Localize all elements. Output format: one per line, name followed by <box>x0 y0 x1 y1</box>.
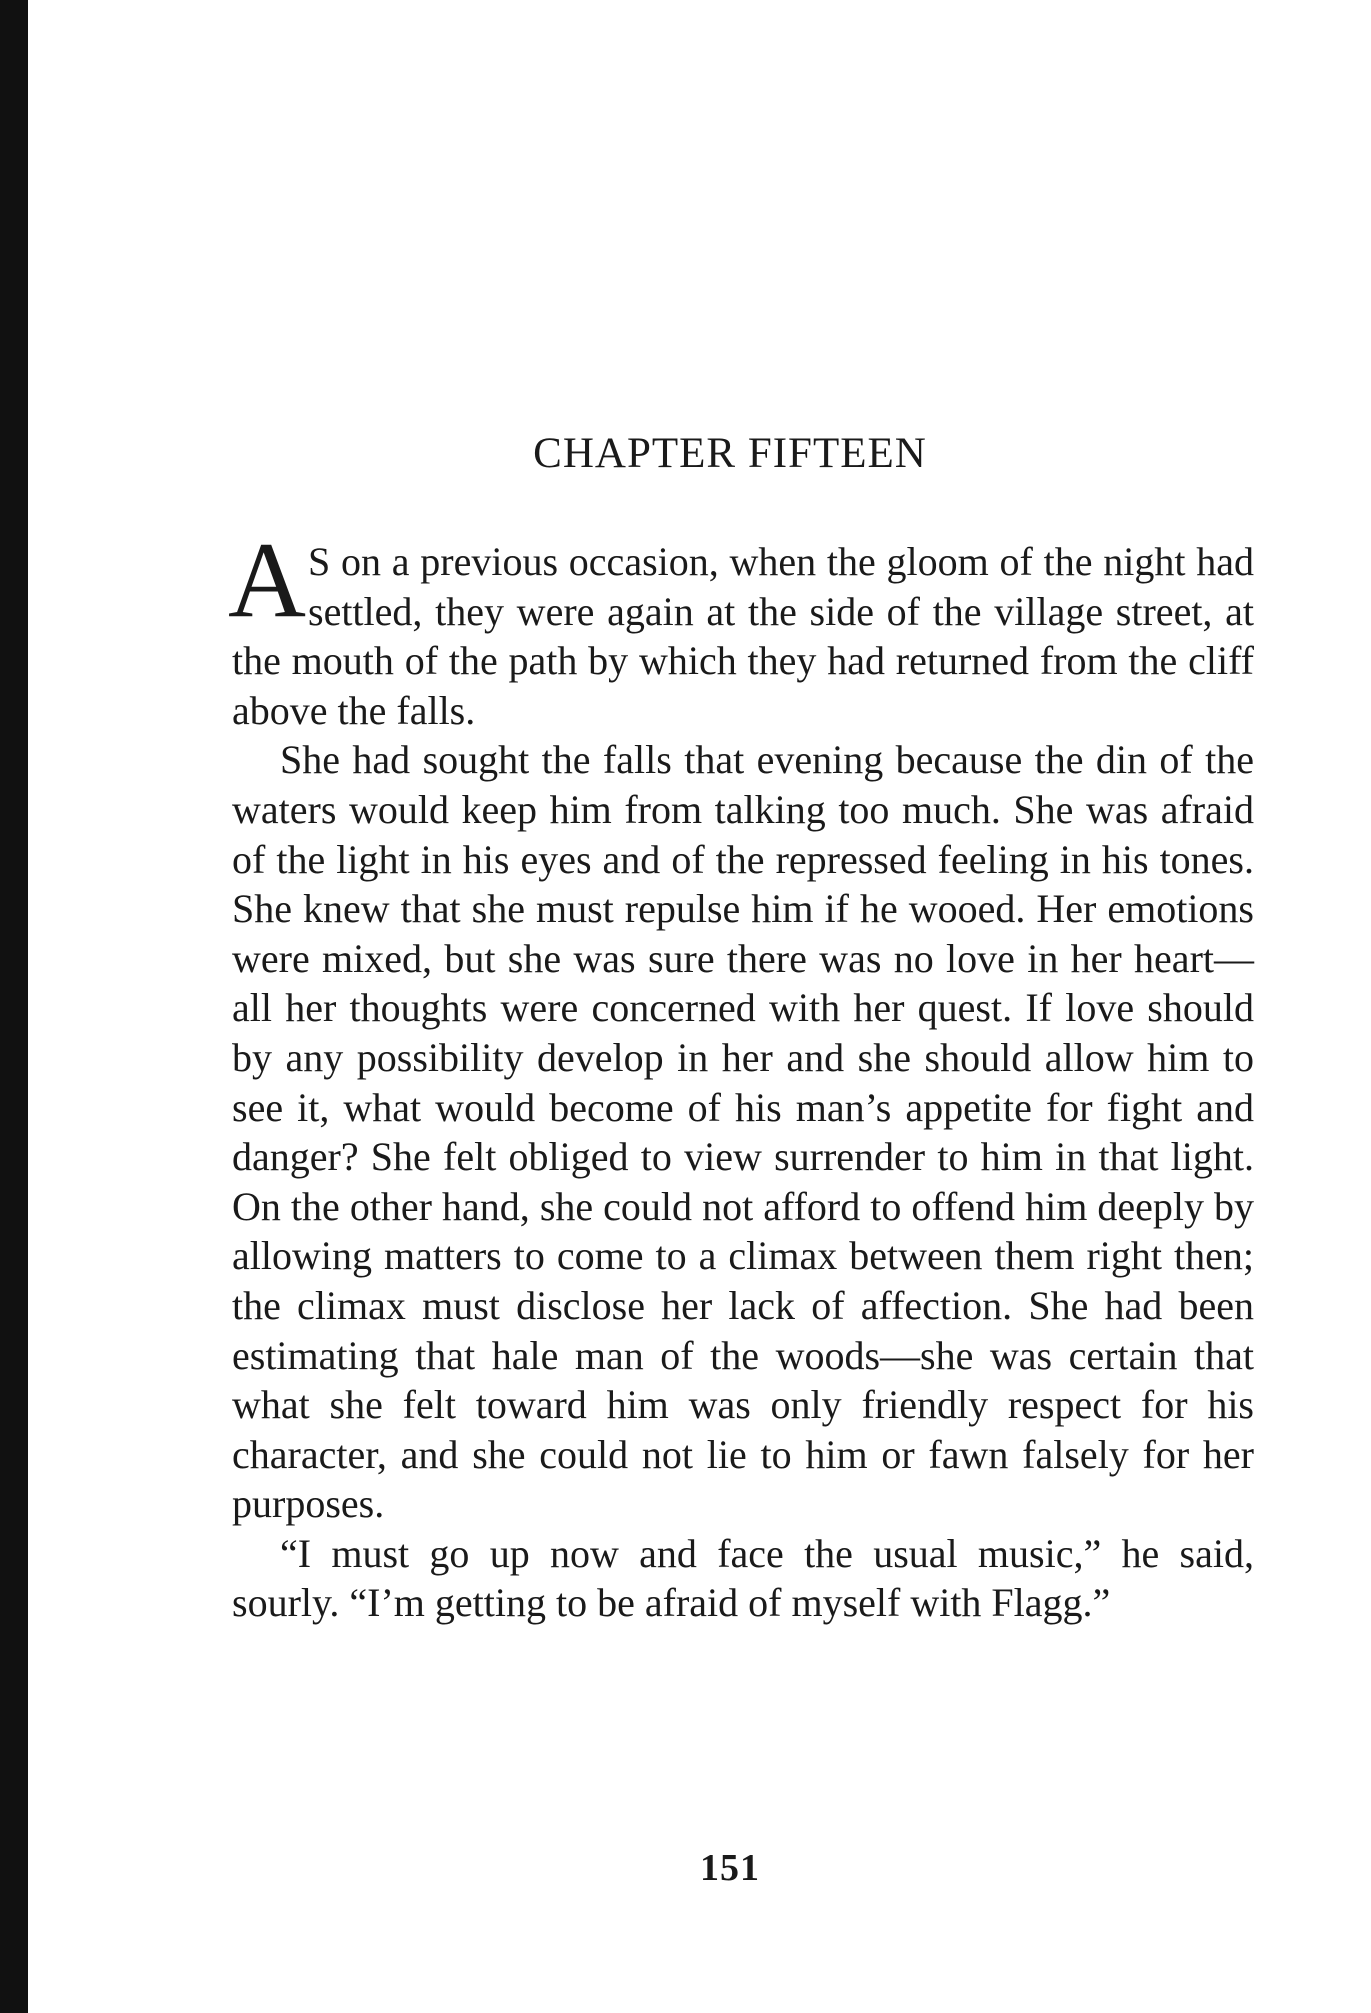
paragraph-1 <box>228 521 1254 735</box>
chapter-title: CHAPTER FIFTEEN <box>533 430 927 477</box>
page-number: 151 <box>700 1847 760 1889</box>
paragraph-3: “I must go up now and face the usual music,” he said, sourly. “I’m getting to be afraid of myself with Flagg.” <box>232 1530 1254 1626</box>
drop-cap: A <box>228 521 306 640</box>
chapter-body <box>228 521 1254 1628</box>
paragraph-2: She had sought the falls that evening because the din of the waters would keep him from talking too much. She was afraid of the light in his eyes and of the repressed feeling in his tones. She knew that she must repulse him if he wooed. Her emotions were mixed, but she was sure there was no love in her heart—all her thoughts were concerned with her quest. If love should by any possibility develop in her and she should allow him to see it, what would become of his man’s appetite for fight and danger? She felt obliged to view surrender to him in that light. On the other hand, she could not afford to offend him deeply by allowing matters to come to a climax between them right then; the climax must disclose her lack of affection. She had been estimating that hale man of the woods—she was certain that what she felt toward him was only friendly respect for his character, and she could not lie to him or fawn falsely for her purposes. <box>232 737 1254 1527</box>
paragraph-1-text: S on a previous occasion, when the gloom of the night had settled, they were again at the side of the village street, at the mouth of the path by which they had returned from the cliff above the falls. <box>232 539 1254 733</box>
